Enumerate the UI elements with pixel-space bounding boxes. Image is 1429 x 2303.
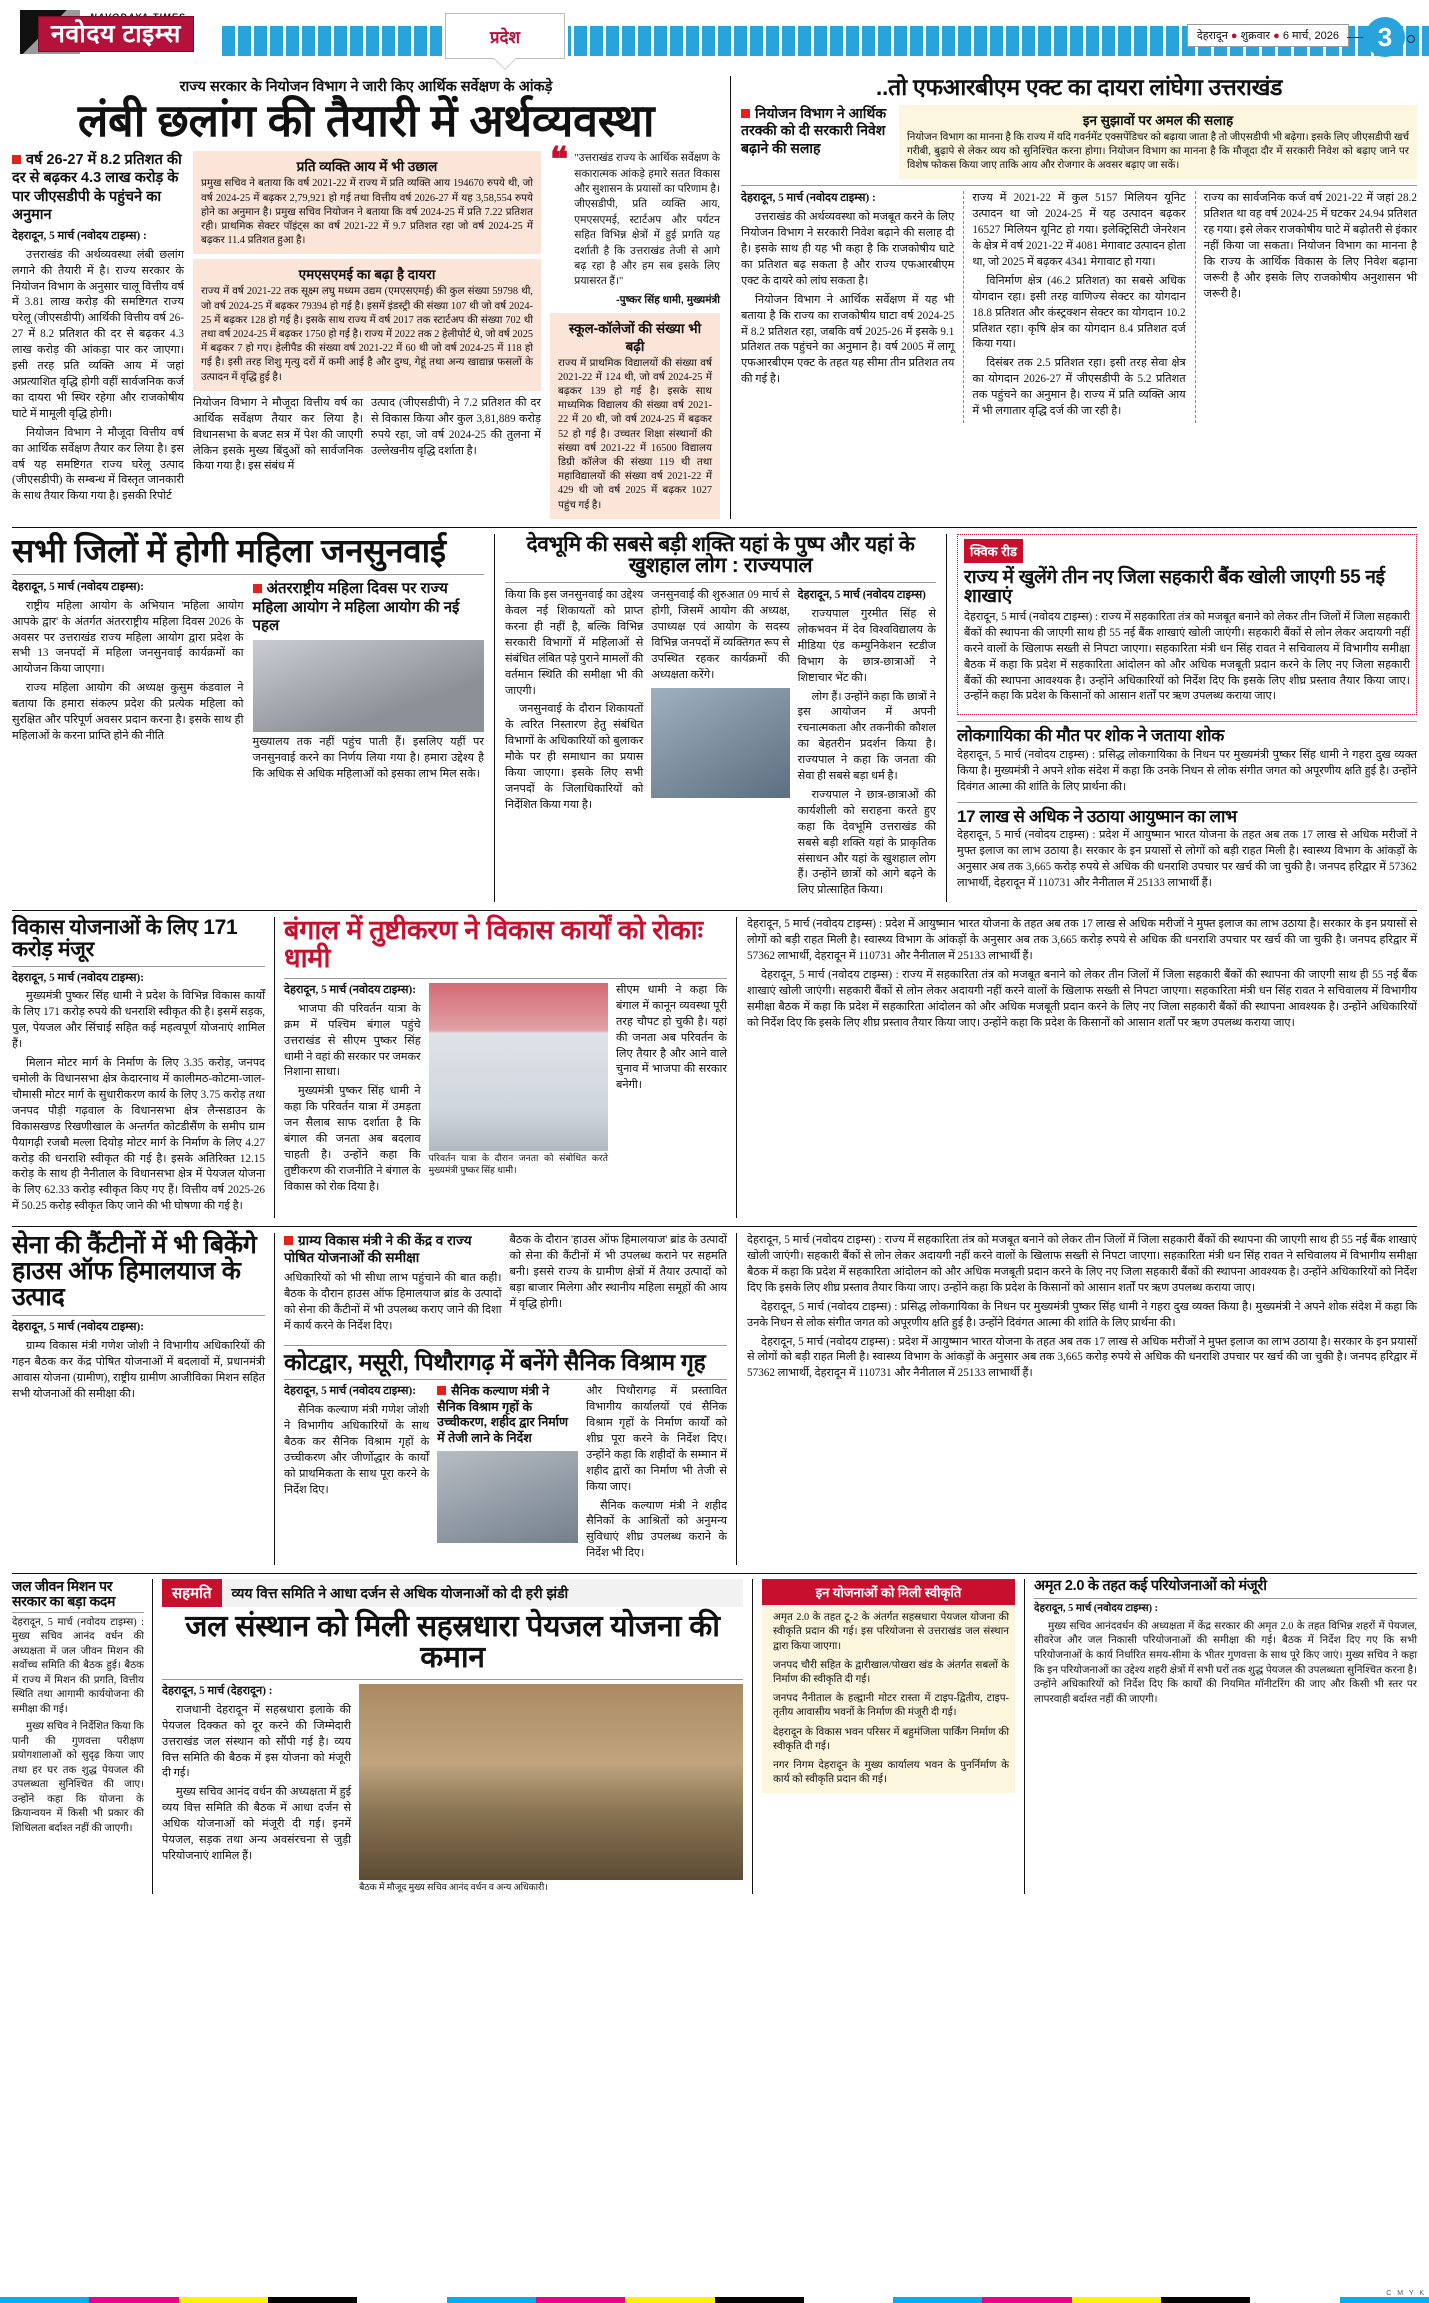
sainik-col-3 [586, 1384, 727, 1565]
frbm-para-1: उत्तराखंड की अर्थव्यवस्था को मजबूत करने के लिए नियोजन विभाग ने सरकारी निवेश बढ़ाने की सलाह दी है। इसके साथ ही यह भी कहा है कि राजकोषीय घाटे का प्रतिशत बढ़ सकता है और राज्य एफआरबीएम एक्ट के दायरे को लांघ सकता है। [741, 211, 955, 287]
box-schools [550, 313, 720, 519]
frbm-body-1 [741, 191, 954, 423]
lead-dateline: देहरादून, 5 मार्च (नवोदय टाइम्स) : [12, 229, 147, 242]
canteen-body [12, 1320, 265, 1403]
approvals-title: इन योजनाओं को मिली स्वीकृति [762, 1579, 1015, 1605]
manufacturing-text-3: दिसंबर तक 2.5 प्रतिशत रहा। इसी तरह सेवा क्षेत्र का योगदान 2026-27 में जीएसडीपी के 5.2 प्रतिशत तक पहुंचने का अनुमान है। राज्य में प्रति व्यक्ति आय में भी लगातार वृद्धि दर्ज की जा रही है। [972, 357, 1186, 418]
women-extra-col [505, 588, 643, 902]
women-para-1: राष्ट्रीय महिला आयोग के अभियान 'महिला आयोग आपके द्वार' के अंतर्गत अंतरराष्ट्रीय महिला दिवस 2026 के अवसर पर उत्तराखंड राज्य महिला आयोग द्वारा प्रदेश के सभी 13 जनपदों में महिला जनसुनवाई कार्यक्रमों का आयोजन किया जाएगा। [12, 599, 244, 676]
section-tag[interactable] [445, 13, 565, 59]
approval-item-4: देहरादून के विकास भवन परिसर में बहुमंजिला पार्किंग निर्माण की स्वीकृति दी गई। [773, 1726, 1009, 1752]
sainik-divider-top [284, 1345, 727, 1346]
quickread-3-text: देहरादून, 5 मार्च (नवोदय टाइम्स) : प्रदेश में आयुष्मान भारत योजना के तहत अब तक 17 लाख से अधिक मरीजों ने मुफ्त इलाज का लाभ उठाया है। सरकार के इन प्रयासों से लोगों को बड़ी राहत मिली है। स्वास्थ्य विभाग के आंकड़ों के अनुसार अब तक 3,665 करोड़ रुपये से अधिक की धनराशि उपचार पर खर्च की जा चुकी है। जनपद हरिद्वार में 57362 लाभार्थी, देहरादून में 110731 और नैनीताल में 25133 लाभार्थी हैं। [957, 829, 1417, 889]
approval-item-5: नगर निगम देहरादून के मुख्य कार्यालय भवन के पुनर्निर्माण के कार्य को स्वीकृति प्रदान की गई। [773, 1759, 1009, 1786]
red-square-icon-2 [741, 109, 750, 118]
lead-body-2 [193, 396, 363, 479]
sainik-para-2: और पिथौरागढ़ में प्रस्तावित विभागीय कार्यालयों एवं सैनिक विश्राम गृहों के निर्माण कार्यों को शीघ्र पूरा करने के निर्देश दिए। उन्होंने कहा कि शहीदों के सम्मान में शहीद द्वारों का निर्माण भी तेजी से किया जाए। [586, 1385, 727, 1493]
canteen-para-1: ग्राम्य विकास मंत्री गणेश जोशी ने विभागीय अधिकारियों की गहन बैठक कर केंद्र पोषित योजनाओं में बदलावों में, प्रधानमंत्री आवास योजना (ग्रामीण), राष्ट्रीय ग्रामीण आजीविका मिशन सहित सभी योजनाओं की समीक्षा की। [12, 1340, 265, 1400]
canteen-story [12, 1233, 274, 1565]
bengal-story [274, 917, 736, 1218]
vikas-para-2: मिलान मोटर मार्ग के निर्माण के लिए 3.35 करोड़, जनपद चमोली के विधानसभा क्षेत्र केदारनाथ में कालीमठ-कोटमा-जाल-चौमासी मोटर मार्ग के सुधारीकरण कार्य के लिए 3.75 करोड़ तथा जनपद पौड़ी गढ़वाल के विधानसभा क्षेत्र लैन्सडाउन के विकासखण्ड रिखणीखाल के अन्तर्गत कोटडीसैंण के समीप ग्राम पैयागढ़ी रजबौ मल्ला दियोड़ मोटर मार्ग के निर्माण के लिए 4.27 करोड़ की धनराशि स्वीकृत की गई है। इसके अतिरिक्त 12.15 करोड़ के साथ ही नैनीताल के विधानसभा क्षेत्र में पेयजल योजना के लिए 62.33 करोड़ स्वीकृत किए गए हैं। वित्तीय वर्ष 2025-26 में 50.25 करोड़ स्वीकृत किए जाने की भी घोषणा की गई है। [12, 1057, 265, 1213]
jal-dateline: देहरादून, 5 मार्च (देहरादून) : [162, 1684, 273, 1697]
red-square-icon-4 [284, 1236, 293, 1245]
lead-para-2: नियोजन विभाग ने मौजूदा वित्तीय वर्ष का आर्थिक सर्वेक्षण तैयार कर लिया है। इस वर्ष यह समष्टिगत राज्य घरेलू उत्पाद (जीएसडीपी) के सम्बन्ध में विस्तृत जानकारी के साथ तैयार किया गया है। इसकी रिपोर्ट [12, 426, 184, 503]
bengal-photo [429, 983, 608, 1151]
governor-divider [505, 582, 936, 583]
quickread-1-headline: राज्य में खुलेंगे तीन नए जिला सहकारी बैंक खोली जाएगी 55 नई शाखाएं [964, 566, 1385, 608]
sainik-para-1: सैनिक कल्याण मंत्री गणेश जोशी ने विभागीय अधिकारियों के साथ बैठक कर सैनिक विश्राम गृहों के उच्चीकरण और जीर्णोद्धार के कार्यों को प्राथमिकता के साथ पूरा करने के निर्देश दिए। [284, 1404, 430, 1496]
governor-headline: देवभूमि की सबसे बड़ी शक्ति यहां के पुष्प और यहां के खुशहाल लोग : राज्यपाल [526, 532, 915, 578]
amrit-para-1: मुख्य सचिव आनंदवर्धन की अध्यक्षता में केंद्र सरकार की अमृत 2.0 के तहत विभिन्न शहरों में पेयजल, सीवरेज और जल निकासी परियोजनाओं की समीक्षा की गई। बैठक में निर्देश दिए गए कि सभी परियोजनाओं के कार्य निर्धारित समय-सीमा के भीतर गुणवत्ता के साथ पूरे किए जाएं। मुख्य सचिव ने कहा कि इन परियोजनाओं का उद्देश्य शहरी क्षेत्रों में सभी घरों तक शुद्ध पेयजल की उपलब्धता सुनिश्चित करना है। उन्होंने अधिकारियों को निर्देश दिए कि कार्यों की नियमित मॉनीटरिंग की जाए और किसी भी स्तर पर लापरवाही बर्दाश्त नहीं की जाएगी। [1034, 1620, 1417, 1705]
pageno-end-dot [1407, 35, 1415, 43]
jal-headline: जल संस्थान को मिली सहस्रधारा पेयजल योजना की कमान [185, 1610, 720, 1675]
quick-read-tag: क्विक रीड [964, 539, 1023, 563]
governor-para-2: लोग हैं। उन्होंने कहा कि छात्रों ने इस आयोजन में अपनी रचनात्मकता और तकनीकी कौशल का बेहतरीन प्रदर्शन किया है। राज्यपाल ने कहा कि जनता की सेवा ही सबसे बड़ा धर्म है। [797, 690, 936, 783]
bengal-para-3: सीएम धामी ने कहा कि बंगाल में कानून व्यवस्था पूरी तरह चौपट हो चुकी है। यहां की जनता अब परिवर्तन के लिए तैयार है और आने वाले चुनाव में भाजपा की सरकार बनेगी। [615, 983, 727, 1092]
women-bullet: अंतरराष्ट्रीय महिला दिवस पर राज्य महिला आयोग ने महिला आयोग की नई पहल [252, 579, 460, 635]
sainik-headline: कोटद्वार, मसूरी, पिथौरागढ़ में बनेंगे सैनिक विश्राम गृह [284, 1348, 706, 1375]
red-square-icon-3 [253, 584, 262, 593]
jal-photo-caption: बैठक में मौजूद मुख्य सचिव आनंद वर्धन व अन्य अधिकारी। [359, 1881, 548, 1892]
canteen-dateline: देहरादून, 5 मार्च (नवोदय टाइम्स): [12, 1321, 144, 1334]
edition-place: देहरादून [1196, 30, 1228, 42]
masthead [10, 8, 1419, 70]
canteen-para-2: अधिकारियों को भी सीधा लाभ पहुंचाने की बात कही। बैठक के दौरान हाउस ऑफ हिमालयाज ब्रांड के उत्पादों को सेना की कैंटीनों में भी उपलब्ध कराए जाने की दिशा में कार्य करने के निर्देश दिए। [284, 1271, 502, 1332]
women-para-3-wrap [253, 735, 485, 783]
canteen-sainik-block [274, 1233, 736, 1565]
quickread-divider-2 [957, 802, 1417, 803]
canteen-bullet: ग्राम्य विकास मंत्री ने की केंद्र व राज्य पोषित योजनाओं की समीक्षा [284, 1233, 472, 1265]
red-square-icon-5 [437, 1386, 446, 1395]
bengal-photo-caption: परिवर्तन यात्रा के दौरान जनता को संबोधित करते मुख्यमंत्री पुष्कर सिंह धामी। [428, 1152, 608, 1175]
lead-para-1: उत्तराखंड की अर्थव्यवस्था लंबी छलांग लगाने की तैयारी में है। राज्य सरकार के नियोजन विभाग के अनुसार चालू वित्तीय वर्ष में 3.81 लाख करोड़ की समष्टिगत राज्य घरेलू (जीएसडीपी) आर्थिकी वित्तीय वर्ष 26-27 में 8.2 प्रतिशत की दर से बढ़कर 4.3 लाख करोड़ की आंकड़ा पार कर जाएगा। इसी तरह प्रति व्यक्ति आय में जहां अप्रत्याशित वृद्धि होगी वहीं सार्वजनिक कर्ज का दायरा भी स्थिर रहेगा और राजकोषीय घाटे में मामूली वृद्धि होगी। [12, 248, 184, 420]
frbm-story [730, 76, 1417, 519]
red-square-icon [12, 155, 21, 164]
canteen-headline: सेना की कैंटीनों में भी बिकेंगे हाउस ऑफ हिमालयाज के उत्पाद [12, 1231, 257, 1311]
jal-para-1: राजधानी देहरादून में सहस्रधारा इलाके की पेयजल दिक्कत को दूर करने की जिम्मेदारी उत्तराखंड जल संस्थान को सौंपी गई है। व्यय वित्त समिति की बैठक में इस योजना को मंजूरी दी गई। [162, 1703, 352, 1780]
zone-divider-3 [12, 1226, 1417, 1227]
canteen-divider [12, 1315, 265, 1316]
vikas-para-1: मुख्यमंत्री पुष्कर सिंह धामी ने प्रदेश के विभिन्न विकास कार्यों के लिए 171 करोड़ रुपये की धनराशि स्वीकृत की है। इसमें सड़क, पुल, पेयजल और सिंचाई सहित कई महत्वपूर्ण योजनाएं शामिल हैं। [12, 990, 265, 1051]
bengal-col-3 [616, 983, 727, 1199]
zone-divider-1 [12, 527, 1417, 528]
approvals-column [752, 1579, 1024, 1894]
box-msme-title: एमएसएमई का बढ़ा है दायरा [298, 267, 436, 283]
manufacturing-text-1: राज्य में 2021-22 में कुल 5157 मिलियन यूनिट उत्पादन था जो 2024-25 में यह उत्पादन बढ़कर 16527 मिलियन यूनिट हो गया। इलेक्ट्रिसिटी जेनरेशन के क्षेत्र में वर्ष 2021-22 में 4081 मेगावाट उत्पादन होता था, जो 2025 में बढ़कर 4341 मेगावाट हो गया। [972, 192, 1186, 268]
frbm-divider [741, 185, 1417, 186]
box-msme-text: राज्य में वर्ष 2021-22 तक सूक्ष्म लघु मध्यम उद्यम (एमएसएमई) की कुल संख्या 59798 थी, जो वर्ष 2024-25 में बढ़कर 79394 हो गई है। इसमें इंडस्ट्री की संख्या 107 थी जो वर्ष 2024-25 में बढ़कर 128 हो गई है। इसके साथ राज्य में वर्ष 2017 तक स्टार्टअप की संख्या 702 थी तथा वर्ष 2024-25 में बढ़कर 1750 हो गई है। राज्य में 2022 तक 2 हेलीपोर्ट थे, जो वर्ष 2025 में बढ़कर 7 हो गए। हेलीपैड की संख्या वर्ष 2021-22 में 60 थी जो वर्ष 2024-25 में 118 हो गई है। इसी तरह शिशु मृत्यु दरों में कमी आई है और दुग्ध, गेहूं तथा अन्य खाद्यान्न फसलों के उत्पादन में वृद्धि हुई है। [201, 286, 533, 383]
women-headline: सभी जिलों में होगी महिला जनसुनवाई [12, 531, 446, 569]
masthead-logo[interactable] [38, 16, 194, 52]
box-per-capita-income [193, 151, 541, 254]
frbm-box-title: इन सुझावों पर अमल की सलाह [1082, 112, 1234, 128]
jal-jeevan-body: देहरादून, 5 मार्च (नवोदय टाइम्स) : मुख्य सचिव आनंद वर्धन की अध्यक्षता में जल जीवन मिशन की सर्वोच्च समिति की बैठक हुई। बैठक में राज्य में मिशन की प्रगति, वित्तीय स्थिति तथा आगामी कार्ययोजना की समीक्षा की गई। मुख्य सचिव ने निर्देशित किया कि पानी की गुणवत्ता परीक्षण प्रयोगशालाओं को सुदृढ़ किया जाए तथा हर घर तक शुद्ध पेयजल की उपलब्धता सुनिश्चित की जाए। उन्होंने कहा कि योजना के क्रियान्वयन में किसी भी प्रकार की शिथिलता बर्दाश्त नहीं की जाएगी। [12, 1616, 144, 1834]
vikas-headline: विकास योजनाओं के लिए 171 करोड़ मंजूर [12, 916, 238, 961]
women-para-6: जनसुनवाई की शुरुआत 09 मार्च से होगी, जिसमें आयोग की अध्यक्ष, उपाध्यक्ष एवं आयोग के सदस्य विभिन्न जनपदों में व्यक्तिगत रूप से उपस्थित रहकर कार्यक्रमों की अध्यक्षता करेंगे। [651, 589, 790, 681]
quote-text: "उत्तराखंड राज्य के आर्थिक सर्वेक्षण के सकारात्मक आंकड़े हमारे सतत विकास और सुशासन के प्रयासों का परिणाम है। जीएसडीपी, प्रति व्यक्ति आय, एमएसएमई, स्टार्टअप और पर्यटन सहित विभिन्न क्षेत्रों में हुई प्रगति यह दर्शाती है कि उत्तराखंड तेजी से आगे बढ़ रहा है और हम सब इसके लिए प्रयासरत हैं।" [574, 153, 720, 288]
governor-para-3: राज्यपाल ने छात्र-छात्राओं की कार्यशीली को सराहना करते हुए कहा कि देवभूमि उत्तराखंड की सबसे बड़ी शक्ति यहां के प्राकृतिक संसाधन और यहां के खुशहाल लोग हैं। उन्होंने छात्रों को आगे बढ़ने के लिए प्रोत्साहित किया। [797, 788, 936, 897]
edition-day: शुक्रवार [1240, 30, 1271, 42]
bengal-headline: बंगाल में तुष्टीकरण ने विकास कार्यों को रोकाः धामी [284, 915, 703, 974]
dot-sep-1: ● [1230, 30, 1238, 42]
women-para-6-col [651, 588, 789, 902]
cmyk-label: C M Y K [1386, 2290, 1426, 2297]
lead-bullet: वर्ष 26-27 में 8.2 प्रतिशत की दर से बढ़कर 4.3 लाख करोड़ के पार जीएसडीपी के पहुंचने का अनुमान [12, 152, 182, 223]
governor-photo [651, 688, 789, 798]
zone-divider-4 [12, 1573, 1417, 1574]
frbm-para-2: नियोजन विभाग ने आर्थिक सर्वेक्षण में यह भी बताया है कि राज्य का राजकोषीय घाटा वर्ष 2024-25 में 8.2 प्रतिशत रहा, जबकि वर्ष 2025-26 में इसके 9.1 प्रतिशत तक पहुंचने का अनुमान है। वर्ष 2005 में लागू एफआरबीएम एक्ट के तहत यह सीमा तीन प्रतिशत तय की गई है। [741, 293, 955, 386]
logo-hindi-name: नवोदय टाइम्स [38, 16, 194, 52]
vikas-story [12, 917, 274, 1218]
vikas-dateline: देहरादून, 5 मार्च (नवोदय टाइम्स): [12, 971, 144, 984]
women-chief-photo [253, 640, 485, 732]
lead-lower-two-cols [193, 396, 541, 479]
jal-jeevan-column [12, 1579, 152, 1894]
women-para-2: राज्य महिला आयोग की अध्यक्ष कुसुम कंडवाल ने बताया कि हमारा संकल्प प्रदेश की प्रत्येक महिला को सुरक्षित और परिपूर्ण अवसर प्रदान करना है। इसके साथ ही महिलाओं के करना प्राप्ति होने की नीति [12, 682, 244, 742]
right-continued-column-2 [736, 1233, 1417, 1565]
amrit-body [1034, 1602, 1417, 1707]
amrit-divider [1034, 1598, 1417, 1599]
quickread-1-text: देहरादून, 5 मार्च (नवोदय टाइम्स) : राज्य में सहकारिता तंत्र को मजबूत बनाने को लेकर तीन जिलों में जिला सहकारी बैंकों की स्थापना की जाएगी साथ ही 55 नई बैंक शाखाएं खोली जाएंगी। सहकारी बैंकों से लोन लेकर अदायगी नहीं करने वालों के खिलाफ सख्ती से निपटा जाएगा। सहकारिता मंत्री धन सिंह रावत ने सचिवालय में विभागीय समीक्षा बैठक में कहा कि प्रदेश में सहकारिता आंदोलन को और अधिक मजबूती प्रदान करने के लिए नए जिला सहकारी बैंकों की स्थापना आवश्यक है। उन्होंने अधिकारियों को निर्देश दिए कि इसके लिए शीघ्र प्रस्ताव तैयार किया जाए। उन्होंने कहा कि प्रदेश के किसानों को आसान शर्तों पर ऋण उपलब्ध कराया जाए। [964, 610, 1410, 703]
sahmati-banner [162, 1579, 743, 1607]
women-para-4: किया कि इस जनसुनवाई का उद्देश्य केवल नई शिकायतों को प्राप्त करना ही नहीं है, बल्कि विभिन्न सरकारी विभागों में महिलाओं से संबंधित लंबित पड़े पुराने मामलों की वर्तमान स्थिति की समीक्षा भी की जाएगी। [505, 589, 644, 697]
lead-headline: लंबी छलांग की तैयारी में अर्थव्यवस्था [77, 95, 655, 146]
lead-story [12, 76, 730, 519]
box-income-text: प्रमुख सचिव ने बताया कि वर्ष 2021-22 में राज्य में प्रति व्यक्ति आय 194670 रुपये थी, जो वर्ष 2024-25 में बढ़कर 2,79,921 हो गई तथा वित्तीय वर्ष 2026-27 में यह 3,58,554 रुपये होने का अनुमान है। प्रमुख सचिव नियोजन ने बताया कि वर्ष 2024-25 में प्रति 7.22 प्रतिशत रही। प्राथमिक सेक्टर पॉइंट्स का वर्ष 2021-22 में 9.7 प्रतिशत रहा जो वर्ष 2024-25 में बढ़कर 11.4 प्रतिशत हुआ है। [201, 178, 533, 247]
jal-meeting-photo [359, 1684, 743, 1880]
box-school-text: राज्य में प्राथमिक विद्यालयों की संख्या वर्ष 2021-22 में 124 थी, जो वर्ष 2024-25 में बढ़कर 139 हो गई है। इसके साथ माध्यमिक विद्यालय की संख्या वर्ष 2021-22 में 20 थी, जो वर्ष 2024-25 में बढ़कर 52 हो गई है। उच्चतर शिक्षा संस्थानों की संख्या वर्ष 2021-22 में 16500 विद्यालय डिग्री कॉलेज की संख्या 119 थी तथा महाविद्यालयों की संख्या वर्ष 2021-22 में 429 थी जो वर्ष 2025 में बढ़कर 1027 पहुंच गई है। [558, 357, 712, 511]
governor-dateline: देहरादून, 5 मार्च (नवोदय टाइम्स) [797, 589, 926, 602]
jal-sansthan-story [152, 1579, 752, 1894]
jal-body [162, 1684, 351, 1894]
quickread-2-text: देहरादून, 5 मार्च (नवोदय टाइम्स) : प्रसिद्ध लोकगायिका के निधन पर मुख्यमंत्री पुष्कर सिंह धामी ने गहरा दुख व्यक्त किया है। मुख्यमंत्री ने अपने शोक संदेश में कहा कि उनके निधन से लोक संगीत जगत को अपूरणीय क्षति हुई है। उन्होंने दिवंगत आत्मा की शांति के लिए प्रार्थना की। [957, 748, 1417, 793]
box-school-title: स्कूल-कॉलेजों की संख्या भी बढ़ी [568, 320, 702, 354]
women-body-2 [253, 580, 485, 786]
bengal-dateline: देहरादून, 5 मार्च (नवोदय टाइम्स): [284, 983, 416, 996]
governor-story [494, 534, 946, 902]
dot-sep-2: ● [1273, 30, 1280, 42]
right-continued-text: देहरादून, 5 मार्च (नवोदय टाइम्स) : प्रदेश में आयुष्मान भारत योजना के तहत अब तक 17 लाख से अधिक मरीजों ने मुफ्त इलाज का लाभ उठाया है। सरकार के इन प्रयासों से लोगों को बड़ी राहत मिली है। स्वास्थ्य विभाग के आंकड़ों के अनुसार अब तक 3,665 करोड़ रुपये से अधिक की धनराशि उपचार पर खर्च की जा चुकी है। जनपद हरिद्वार में 57362 लाभार्थी, देहरादून में 110731 और नैनीताल में 25133 लाभार्थी हैं। देहरादून, 5 मार्च (नवोदय टाइम्स) : राज्य में सहकारिता तंत्र को मजबूत बनाने को लेकर तीन जिलों में जिला सहकारी बैंकों की स्थापना की जाएगी साथ ही 55 नई बैंक शाखाएं खोली जाएंगी। सहकारी बैंकों से लोन लेकर अदायगी नहीं करने वालों के खिलाफ सख्ती से निपटा जाएगा। सहकारिता मंत्री धन सिंह रावत ने सचिवालय में विभागीय समीक्षा बैठक में कहा कि प्रदेश में सहकारिता आंदोलन को और अधिक मजबूती प्रदान करने के लिए नए जिला सहकारी बैंकों की स्थापना आवश्यक है। उन्होंने अधिकारियों को निर्देश दिए कि इसके लिए शीघ्र प्रस्ताव तैयार किया जाए। उन्होंने कहा कि प्रदेश के किसानों को आसान शर्तों पर ऋण उपलब्ध कराया जाए। [747, 918, 1417, 1029]
sainik-divider [284, 1379, 727, 1380]
page-number-badge: 3 [1365, 17, 1405, 57]
jal-para-2: मुख्य सचिव आनंद वर्धन की अध्यक्षता में हुई व्यय वित्त समिति की बैठक में आधा दर्जन से अधिक योजनाओं को मंजूरी दी गई। इनमें पेयजल, सड़क तथा अन्य अवसंरचना से जुड़ी परियोजनाएं शामिल हैं। [162, 1786, 352, 1862]
frbm-bullet-col [741, 105, 891, 180]
lead-kicker: राज्य सरकार के नियोजन विभाग ने जारी किए आर्थिक सर्वेक्षण के आंकड़े [179, 79, 553, 95]
women-para-5: जनसुनवाई के दौरान शिकायतों के त्वरित निस्तारण हेतु संबंधित विभागों के अधिकारियों को बुलाकर मौके पर ही समाधान का प्रयास किया जाएगा। इसके लिए सभी जनपदों के जिलाधिकारियों को निर्देशित किया गया है। [505, 703, 644, 811]
box-msme [193, 259, 541, 390]
pageno-connector [1347, 37, 1363, 38]
approval-item-1: अमृत 2.0 के तहत टू-2 के अंतर्गत सहस्रधारा पेयजल योजना की स्वीकृति प्रदान की गई। इस परियोजना से उत्तराखंड जल संस्थान द्वारा किया जाएगा। [773, 1612, 1009, 1652]
bengal-para-2: मुख्यमंत्री पुष्कर सिंह धामी ने कहा कि परिवर्तन यात्रा में उमड़ता जन सैलाब साफ दर्शाता है कि बंगाल की जनता अब बदलाव चाहती है। उन्होंने कहा कि तुष्टीकरण की राजनीति ने बंगाल के विकास को रोक दिया है। [284, 1085, 421, 1193]
manufacturing-col [963, 191, 1185, 423]
women-divider [12, 574, 484, 575]
sainik-col-1 [284, 1384, 429, 1565]
sahmati-tag: सहमति [162, 1579, 222, 1607]
approval-item-2: जनपद चौरी सहित के द्वारीखाल/पोखरा खंड के अंतर्गत सबलों के निर्माण की स्वीकृति दी गई। [773, 1659, 1009, 1685]
jal-photo-col [359, 1684, 743, 1894]
amrit-tag: अमृत 2.0 के तहत कई परियोजनाओं को मंजूरी [1034, 1578, 1267, 1595]
women-para-3: मुख्यालय तक नहीं पहुंच पाती हैं। इसलिए यहीं पर जनसुनवाई करने का निर्णय लिया गया है। हमारा उद्देश्य है कि अधिक से अधिक महिलाओं को इसका लाभ मिल सके। [252, 736, 484, 780]
sainik-para-3: सैनिक कल्याण मंत्री ने शहीद सैनिकों के आश्रितों को अनुमन्य सुविधाएं शीघ्र उपलब्ध कराने के निर्देश भी दिए। [586, 1499, 727, 1560]
sainik-bullet: सैनिक कल्याण मंत्री ने सैनिक विश्राम गृहों के उच्चीकरण, शहीद द्वार निर्माण में तेजी लाने के निर्देश [437, 1384, 569, 1446]
vikas-body [12, 971, 265, 1216]
approvals-list [762, 1605, 1015, 1793]
cmyk-registration-bar [0, 2297, 1429, 2303]
vikas-divider [12, 966, 265, 967]
lead-body-3 [371, 396, 541, 479]
sahmati-banner-text: व्यय वित्त समिति ने आधा दर्जन से अधिक योजनाओं को दी हरी झंडी [222, 1579, 743, 1607]
sainik-photo [437, 1451, 578, 1543]
women-body-1 [12, 580, 244, 786]
frbm-body-2 [1195, 191, 1417, 423]
sainik-dateline: देहरादून, 5 मार्च (नवोदय टाइम्स): [284, 1385, 416, 1398]
canteen-para-3: बैठक के दौरान 'हाउस ऑफ हिमालयाज' ब्रांड के उत्पादों को सेना की कैंटीनों में भी उपलब्ध कराने पर सहमति बनी। इससे राज्य के ग्रामीण क्षेत्रों में तैयार उत्पादों को बड़ा बाजार मिलेगा और स्थानीय महिला समूहों की आय में वृद्धि होगी। [509, 1234, 727, 1310]
zone-divider-2 [12, 910, 1417, 911]
lead-gsdp-text: उत्पाद (जीएसडीपी) ने 7.2 प्रतिशत की दर से विकास किया और कुल 3,81,889 करोड़ रुपये रहा, जो वर्ष 2024-25 की तुलना में उल्लेखनीय वृद्धि दर्शाता है। [371, 396, 541, 457]
quickread-divider-1 [957, 721, 1417, 722]
bengal-para-1: भाजपा की परिवर्तन यात्रा के क्रम में पश्चिम बंगाल पहुंचे उत्तराखंड से सीएम पुष्कर सिंह धामी ने वहां की सरकार पर जमकर निशाना साधा। [284, 1002, 421, 1079]
women-hearing-story [12, 531, 494, 902]
box-income-title: प्रति व्यक्ति आय में भी उछाल [296, 159, 438, 175]
governor-body [798, 588, 936, 902]
bengal-divider [284, 978, 727, 979]
frbm-advice-box [899, 105, 1417, 180]
edition-datebox [1187, 24, 1349, 47]
frbm-para-3: राज्य का सार्वजनिक कर्ज वर्ष 2021-22 में जहां 28.2 प्रतिशत था वह वर्ष 2024-25 में घटकर 24.94 प्रतिशत रह गया। इसे लेकर राजकोषीय घाटे में बढ़ोतरी से इंकार नहीं किया जा सकता। नियोजन विभाग का मानना है कि राज्य के आर्थिक विकास के लिए निवेश बढ़ाना जरूरी है और इसके लिए राजकोषीय अनुशासन भी जरूरी है। [1203, 192, 1417, 300]
edition-date: 6 मार्च, 2026 [1282, 30, 1339, 42]
quickread-2-headline: लोकगायिका की मौत पर शोक ने जताया शोक [957, 726, 1225, 746]
frbm-headline: ..तो एफआरबीएम एक्ट का दायरा लांघेगा उत्तराखंड [875, 74, 1283, 100]
quick-read-column [946, 534, 1417, 902]
jal-jeevan-headline: जल जीवन मिशन पर सरकार का बड़ा कदम [12, 1578, 116, 1609]
governor-para-1: राज्यपाल गुरमीत सिंह से लोकभवन में देव विश्वविद्यालय के मीडिया एंड कम्युनिकेशन स्टडीज विभाग के छात्र-छात्राओं ने शिष्टाचार भेंट की। [797, 607, 936, 684]
canteen-cont [284, 1233, 727, 1337]
jal-divider [162, 1679, 743, 1680]
women-dateline: देहरादून, 5 मार्च (नवोदय टाइम्स): [12, 580, 144, 593]
amrit-dateline: देहरादून, 5 मार्च (नवोदय टाइम्स) : [1034, 1603, 1159, 1615]
quote-block [550, 142, 720, 306]
lead-col-2 [193, 151, 541, 518]
amrit-column [1024, 1579, 1417, 1894]
sainik-col-2 [437, 1384, 578, 1565]
newspaper-page [0, 8, 1429, 2303]
lead-body-1 [12, 229, 184, 505]
section-tag-label: प्रदेश [489, 27, 521, 47]
frbm-bullet: नियोजन विभाग ने आर्थिक तरक्की को दी सरकारी निवेश बढ़ाने की सलाह [741, 104, 887, 156]
frbm-dateline: देहरादून, 5 मार्च (नवोदय टाइम्स) : [741, 192, 876, 205]
quote-author: -पुष्कर सिंह धामी, मुख्यमंत्री [616, 293, 720, 306]
lead-col-1 [12, 151, 184, 518]
bengal-col-2 [429, 983, 608, 1199]
frbm-box-text: नियोजन विभाग का मानना है कि राज्य में यदि गवर्नमेंट एक्सपेंडिचर को बढ़ाया जाता है तो जीएसडीपी भी बढ़ेगा। इसके लिए जीएसडीपी खर्च गरीबी, बुढ़ापे से लेकर व्यय को सुनिश्चित करना होगा। नियोजन विभाग का मानना है कि मौजूदा दौर में सरकारी निवेश को बढ़ाए जाने पर विशेष फोकस किया जाए ताकि आय और रोजगार के अवसर बढ़ाए जा सकें। [907, 131, 1409, 172]
quote-mark-icon: ❝ [550, 142, 569, 180]
bengal-col-1 [284, 983, 421, 1199]
jal-jeevan-divider [12, 1612, 144, 1613]
lead-col-3 [550, 142, 720, 518]
right-continued-column [736, 917, 1417, 1218]
quickread-3-headline: 17 लाख से अधिक ने उठाया आयुष्मान का लाभ [957, 806, 1237, 826]
lead-para-4: नियोजन विभाग ने मौजूदा वित्तीय वर्ष का आर्थिक सर्वेक्षण तैयार कर लिया है। विधानसभा के बजट सत्र में पेश की जाएगी लेकिन इसके मुख्य बिंदुओं को सार्वजनिक किया गया है। इस संबंध में [193, 396, 363, 473]
approval-item-3: जनपद नैनीताल के हल्द्वानी मोटर रास्ता में टाइप-द्वितीय, टाइप-तृतीय आवासीय भवनों के निर्माण की मंजूरी दी गई। [773, 1693, 1009, 1719]
right-continued-text-2: देहरादून, 5 मार्च (नवोदय टाइम्स) : राज्य में सहकारिता तंत्र को मजबूत बनाने को लेकर तीन जिलों में जिला सहकारी बैंकों की स्थापना की जाएगी साथ ही 55 नई बैंक शाखाएं खोली जाएंगी। सहकारी बैंकों से लोन लेकर अदायगी नहीं करने वालों के खिलाफ सख्ती से निपटा जाएगा। सहकारिता मंत्री धन सिंह रावत ने सचिवालय में विभागीय समीक्षा बैठक में कहा कि प्रदेश में सहकारिता आंदोलन को और अधिक मजबूती प्रदान करने के लिए नए जिला सहकारी बैंकों की स्थापना आवश्यक है। उन्होंने अधिकारियों को निर्देश दिए कि इसके लिए शीघ्र प्रस्ताव तैयार किया जाए। उन्होंने कहा कि प्रदेश के किसानों को आसान शर्तों पर ऋण उपलब्ध कराया जाए। देहरादून, 5 मार्च (नवोदय टाइम्स) : प्रसिद्ध लोकगायिका के निधन पर मुख्यमंत्री पुष्कर सिंह धामी ने गहरा दुख व्यक्त किया है। मुख्यमंत्री ने अपने शोक संदेश में कहा कि उनके निधन से लोक संगीत जगत को अपूरणीय क्षति हुई है। उन्होंने दिवंगत आत्मा की शांति के लिए प्रार्थना की। देहरादून, 5 मार्च (नवोदय टाइम्स) : प्रदेश में आयुष्मान भारत योजना के तहत अब तक 17 लाख से अधिक मरीजों ने मुफ्त इलाज का लाभ उठाया है। सरकार के इन प्रयासों से लोगों को बड़ी राहत मिली है। स्वास्थ्य विभाग के आंकड़ों के अनुसार अब तक 3,665 करोड़ रुपये से अधिक की धनराशि उपचार पर खर्च की जा चुकी है। जनपद हरिद्वार में 57362 लाभार्थी, देहरादून में 110731 और नैनीताल में 25133 लाभार्थी हैं। [747, 1234, 1417, 1380]
manufacturing-text-2: विनिर्माण क्षेत्र (46.2 प्रतिशत) का सबसे अधिक योगदान रहा। इसी तरह वाणिज्य सेक्टर का योगदान 18.8 प्रतिशत और कंस्ट्रक्शन सेक्टर का योगदान 10.2 प्रतिशत रहा। कृषि क्षेत्र का योगदान 8.4 प्रतिशत दर्ज किया गया। [972, 274, 1186, 351]
